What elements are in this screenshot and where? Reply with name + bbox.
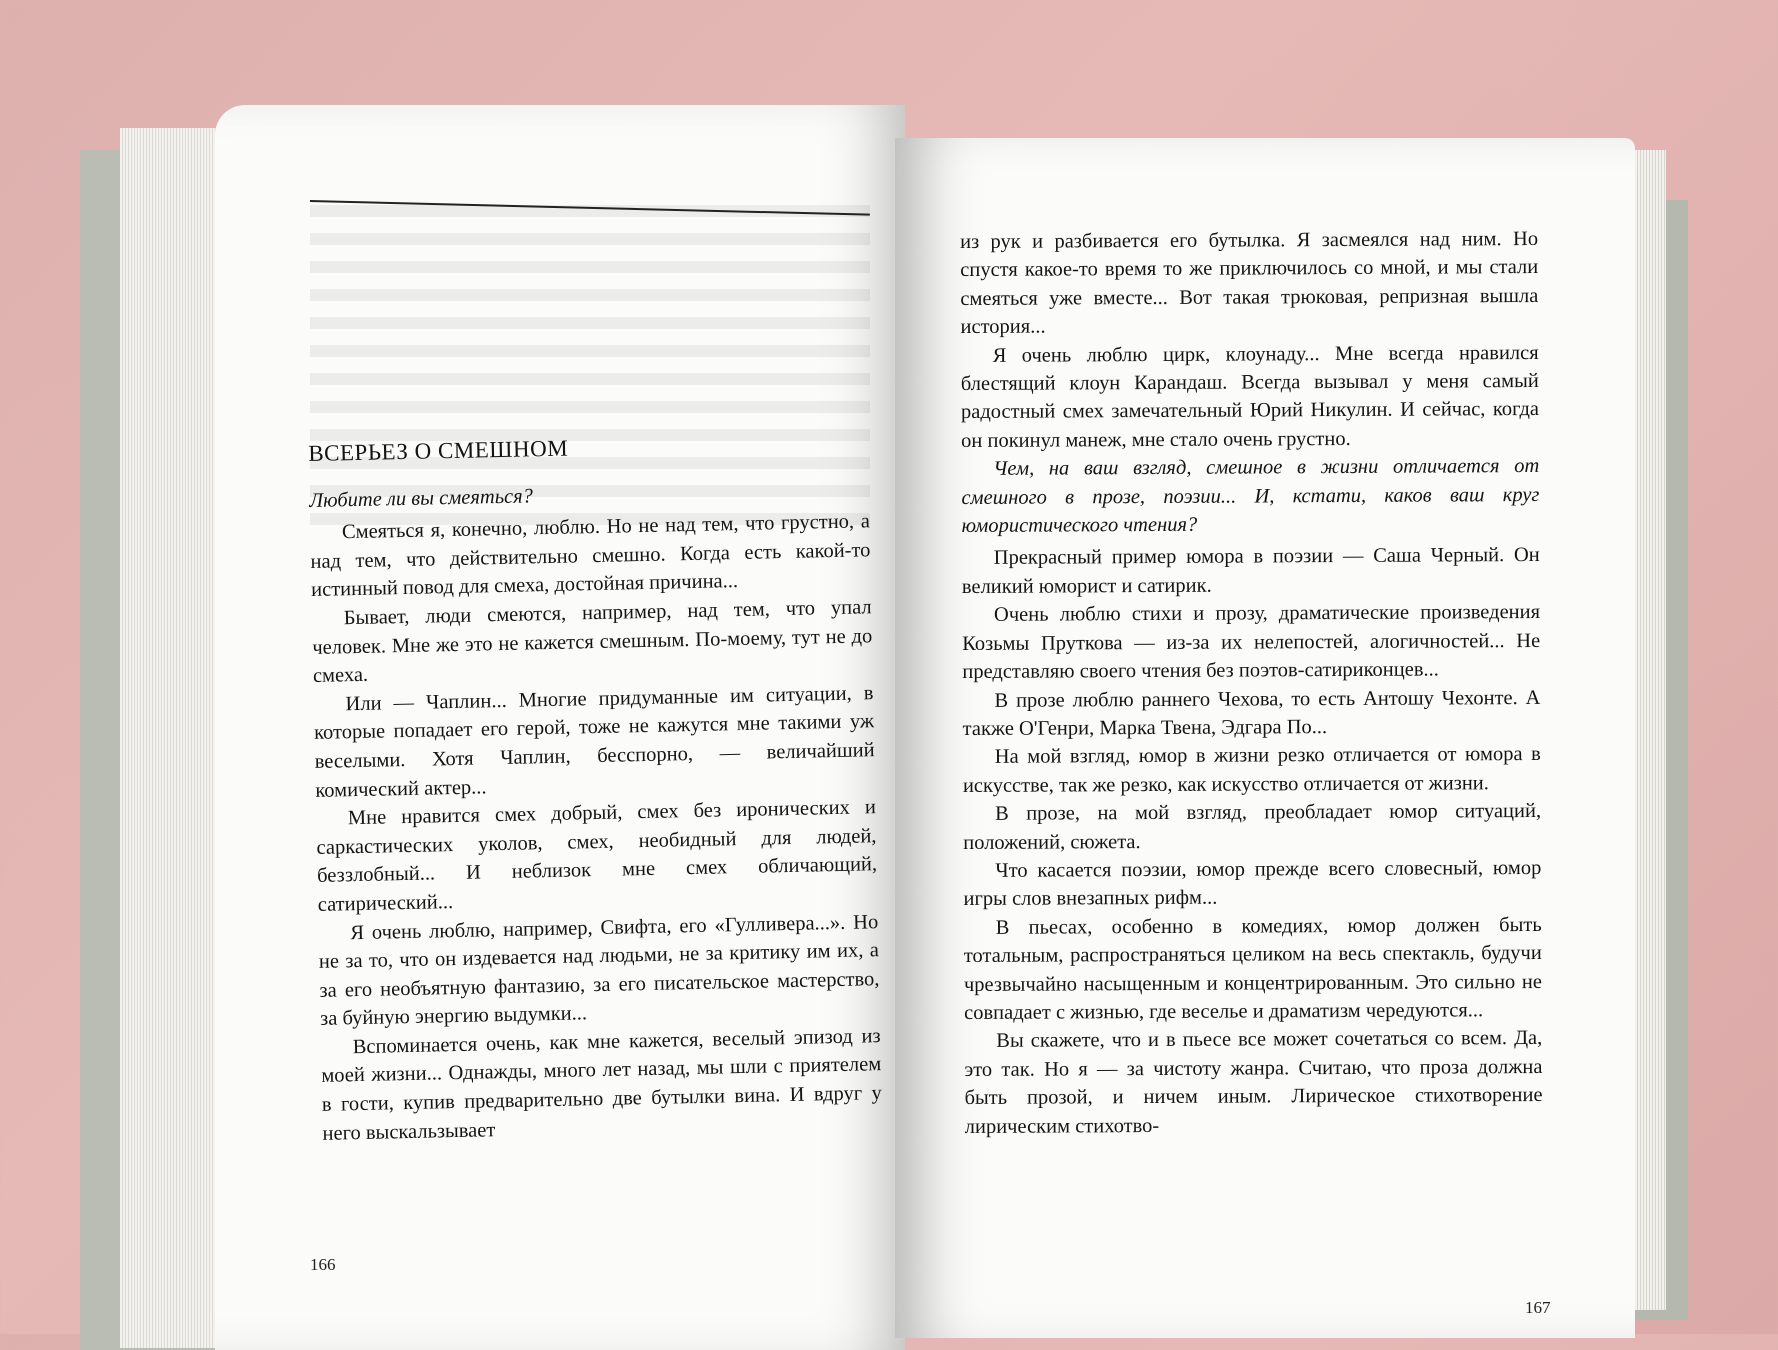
interview-question: Любите ли вы смеяться?: [309, 484, 534, 512]
interview-question: Чем, на ваш взгляд, смешное в жизни отличается от смешного в прозе, поэзии... И, кстати, каков ваш круг юмористического чтения?: [961, 455, 1540, 538]
chapter-heading: ВСЕРЬЕЗ О СМЕШНОМ: [308, 435, 569, 466]
paragraph: На мой взгляд, юмор в жизни резко отличается от юмора в искусстве, так же резко, как искусство отличается от жизни.: [962, 743, 1541, 797]
paragraph: Или — Чаплин... Многие придуманные им ситуации, в которые попадает его герой, тоже не кажутся мне такими уж веселыми. Хотя Чаплин, бесспорно, — величайший комический актер...: [313, 681, 875, 802]
page-number: 166: [310, 1255, 336, 1274]
paragraph: В прозе, на мой взгляд, преобладает юмор ситуаций, положений, сюжета.: [963, 800, 1542, 854]
page-number: 167: [1525, 1298, 1551, 1317]
paragraph: Прекрасный пример юмора в поэзии — Саша Черный. Он великий юморист и сатирик.: [961, 544, 1540, 598]
page-edges-left: [120, 128, 230, 1348]
paragraph: Бывает, люди смеются, например, над тем, что упал человек. Мне же это не кажется смешным. По-моему, тут не до смеха.: [312, 596, 873, 688]
paragraph: Что касается поэзии, юмор прежде всего словесный, юмор игры слов внезапных рифм...: [963, 856, 1542, 911]
paragraph: Вы скажете, что и в пьесе все может сочетаться со всем. Да, это так. Но я — за чистоту жанра. Считаю, что проза должна быть прозой, и ничем иным. Лирическое стихотворение лирическим стихотво-: [964, 1027, 1543, 1138]
paragraph: В прозе люблю раннего Чехова, то есть Антошу Чехонте. А также О'Генри, Марка Твена, Эдгара По...: [962, 686, 1541, 740]
paragraph: Я очень люблю, например, Свифта, его «Гулливера...». Но не за то, что он издевается над людьми, не за критику им их, а за его необъятную фантазию, за его писательское мастерство, за буйную энергию выдумки...: [318, 910, 880, 1031]
left-page: [215, 105, 905, 1350]
paragraph: Мне нравится смех добрый, смех без иронических и саркастических уколов, смех, необидный для людей, беззлобный... И неблизок мне смех обличающий, сатирический...: [316, 796, 878, 916]
right-page: [895, 138, 1635, 1338]
right-page-text: [960, 225, 1543, 1141]
paragraph: В пьесах, особенно в комедиях, юмор должен быть тотальным, распространяться целиком на весь спектакль, будучи чрезвычайно насыщенным и концентрированным. Это сильно не совпадает с жизнью, где веселье и драматизм чередуются...: [963, 913, 1543, 1024]
paragraph: из рук и разбивается его бутылка. Я засмеялся над ним. Но спустя какое-то время то же приключилось со мной, и мы стали смеяться уже вместе... Вот такая трюковая, репризная вышла история...: [960, 227, 1539, 339]
paragraph: Смеяться я, конечно, люблю. Но не над тем, что грустно, а над тем, что действительно смешно. Когда есть какой-то истинный повод для смеха, достойная причина...: [310, 510, 871, 602]
left-page-text: [308, 428, 883, 1148]
paragraph: Вспоминается очень, как мне кажется, веселый эпизод из моей жизни... Однажды, много лет назад, мы шли с приятелем в гости, купив предварительно две бутылки вина. И вдруг у него выскальзывает: [321, 1025, 883, 1145]
paragraph: Я очень люблю цирк, клоунаду... Мне всегда нравился блестящий клоун Карандаш. Всегда вызывал у меня самый радостный смех замечательный Юрий Никулин. И сейчас, когда он покинул манеж, мне стало очень грустно.: [960, 341, 1540, 452]
paragraph: Очень люблю стихи и прозу, драматические произведения Козьмы Пруткова — из-за их нелепостей, алогичностей... Не представляю своего чтения без поэтов-сатириконцев...: [962, 601, 1541, 684]
